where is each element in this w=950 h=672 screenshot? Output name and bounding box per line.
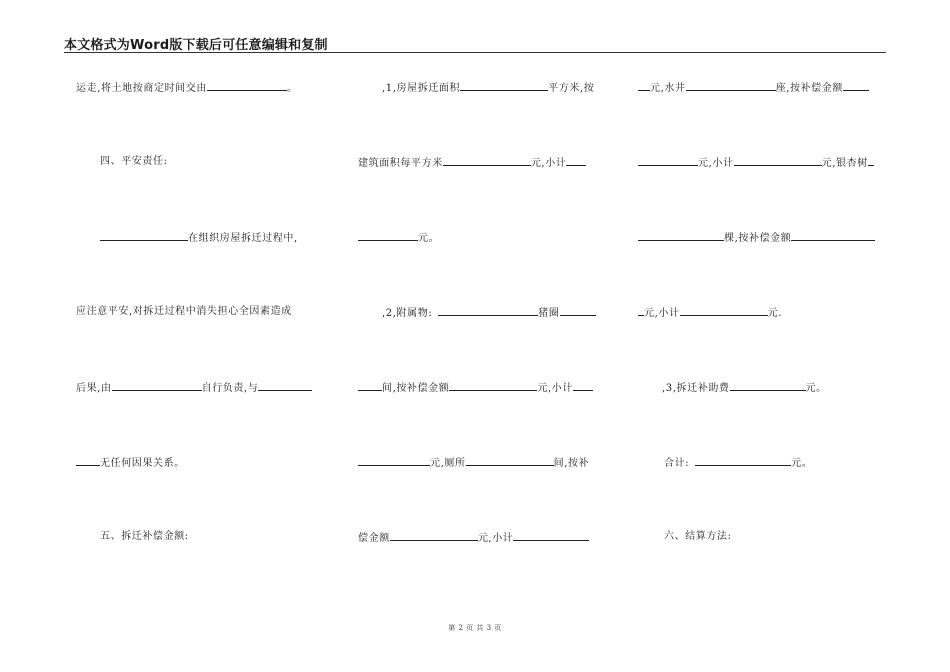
text: 元,水井	[650, 83, 686, 94]
fill-blank	[791, 231, 875, 241]
fill-blank	[730, 381, 806, 391]
fill-blank	[843, 81, 869, 91]
fill-blank	[566, 156, 586, 166]
fill-blank	[466, 456, 554, 466]
text: 棵,按补偿金额	[724, 233, 792, 244]
col1-line2	[100, 156, 168, 168]
text: 元。	[418, 233, 440, 244]
col3-line7	[664, 531, 732, 543]
text: 应注意平安,对拆迁过程中消失担心全因素造成	[76, 306, 292, 317]
fill-blank	[513, 531, 589, 541]
text: 猪圈	[538, 308, 560, 319]
fill-blank	[76, 456, 100, 466]
col2-line6	[358, 456, 589, 470]
text: 。	[286, 83, 298, 94]
text: 元。	[791, 458, 813, 469]
header-title: 本文格式为Word版下载后可任意编辑和复制	[64, 38, 328, 53]
col3-line6	[664, 456, 812, 470]
text: 元,小计	[537, 383, 573, 394]
fill-blank	[638, 231, 724, 241]
text: 无任何因果关系。	[100, 458, 185, 469]
text: 元,小计	[698, 158, 734, 169]
section-heading: 六、结算方法:	[664, 531, 732, 542]
text: 座,按补偿金额	[775, 83, 843, 94]
fill-blank	[573, 381, 593, 391]
text: 在组织房屋拆迁过程中,	[188, 233, 298, 244]
fill-blank	[560, 306, 596, 316]
text: ,3,拆迁补助费	[662, 383, 730, 394]
text: 元,厕所	[430, 458, 466, 469]
fill-blank	[390, 531, 478, 541]
fill-blank	[680, 306, 768, 316]
col3-line1	[638, 81, 869, 95]
text: 元,小计	[477, 533, 514, 544]
text: 元,小计	[644, 308, 680, 319]
text: 偿金额	[358, 533, 390, 544]
fill-blank	[358, 381, 382, 391]
text: 元,小计	[530, 158, 567, 169]
fill-blank	[686, 81, 776, 91]
col2-line2	[358, 156, 586, 170]
col3-line3	[638, 231, 875, 245]
col1-line7	[100, 531, 189, 543]
fill-blank	[695, 456, 791, 466]
text: ,1,房屋拆迁面积	[382, 83, 461, 94]
section-heading: 五、拆迁补偿金额:	[100, 531, 189, 542]
col2-line4	[382, 306, 596, 320]
fill-blank	[460, 81, 548, 91]
col1-line1	[76, 81, 298, 95]
fill-blank	[100, 231, 188, 241]
col1-line5	[76, 381, 312, 395]
col2-line3	[358, 231, 439, 245]
text: 间,按补	[553, 458, 590, 469]
col1-line4	[76, 306, 292, 318]
text: 合计:	[664, 458, 690, 469]
fill-blank	[443, 156, 531, 166]
col1-line3	[100, 231, 298, 245]
text: ,2,附属物:	[382, 308, 433, 319]
fill-blank	[868, 156, 874, 166]
text: 后果,由	[76, 383, 112, 394]
col2-line1	[382, 81, 594, 95]
page-header	[64, 34, 886, 53]
col3-line5	[662, 381, 827, 395]
col1-line6	[76, 456, 185, 470]
fill-blank	[358, 231, 418, 241]
col3-line4	[638, 306, 782, 320]
fill-blank	[438, 306, 538, 316]
fill-blank	[207, 81, 287, 91]
text: 元,银杏树	[821, 158, 868, 169]
col3-line2	[638, 156, 874, 170]
text: 运走,将土地按商定时间交由	[76, 83, 207, 94]
page-number: 第 2 页 共 3 页	[448, 624, 502, 632]
fill-blank	[638, 156, 698, 166]
fill-blank	[449, 381, 537, 391]
fill-blank	[258, 381, 312, 391]
col2-line7	[358, 531, 589, 545]
section-heading: 四、平安责任:	[100, 156, 168, 167]
col2-line5	[358, 381, 593, 395]
fill-blank	[638, 81, 650, 91]
text: 建筑面积每平方米	[358, 158, 443, 169]
text: 平方米,按	[548, 83, 595, 94]
text: 自行负责,与	[201, 383, 259, 394]
fill-blank	[112, 381, 202, 391]
text: 元。	[805, 383, 827, 394]
fill-blank	[734, 156, 822, 166]
text: 间,按补偿金额	[382, 383, 450, 394]
text: 元.	[767, 308, 782, 319]
fill-blank	[358, 456, 430, 466]
